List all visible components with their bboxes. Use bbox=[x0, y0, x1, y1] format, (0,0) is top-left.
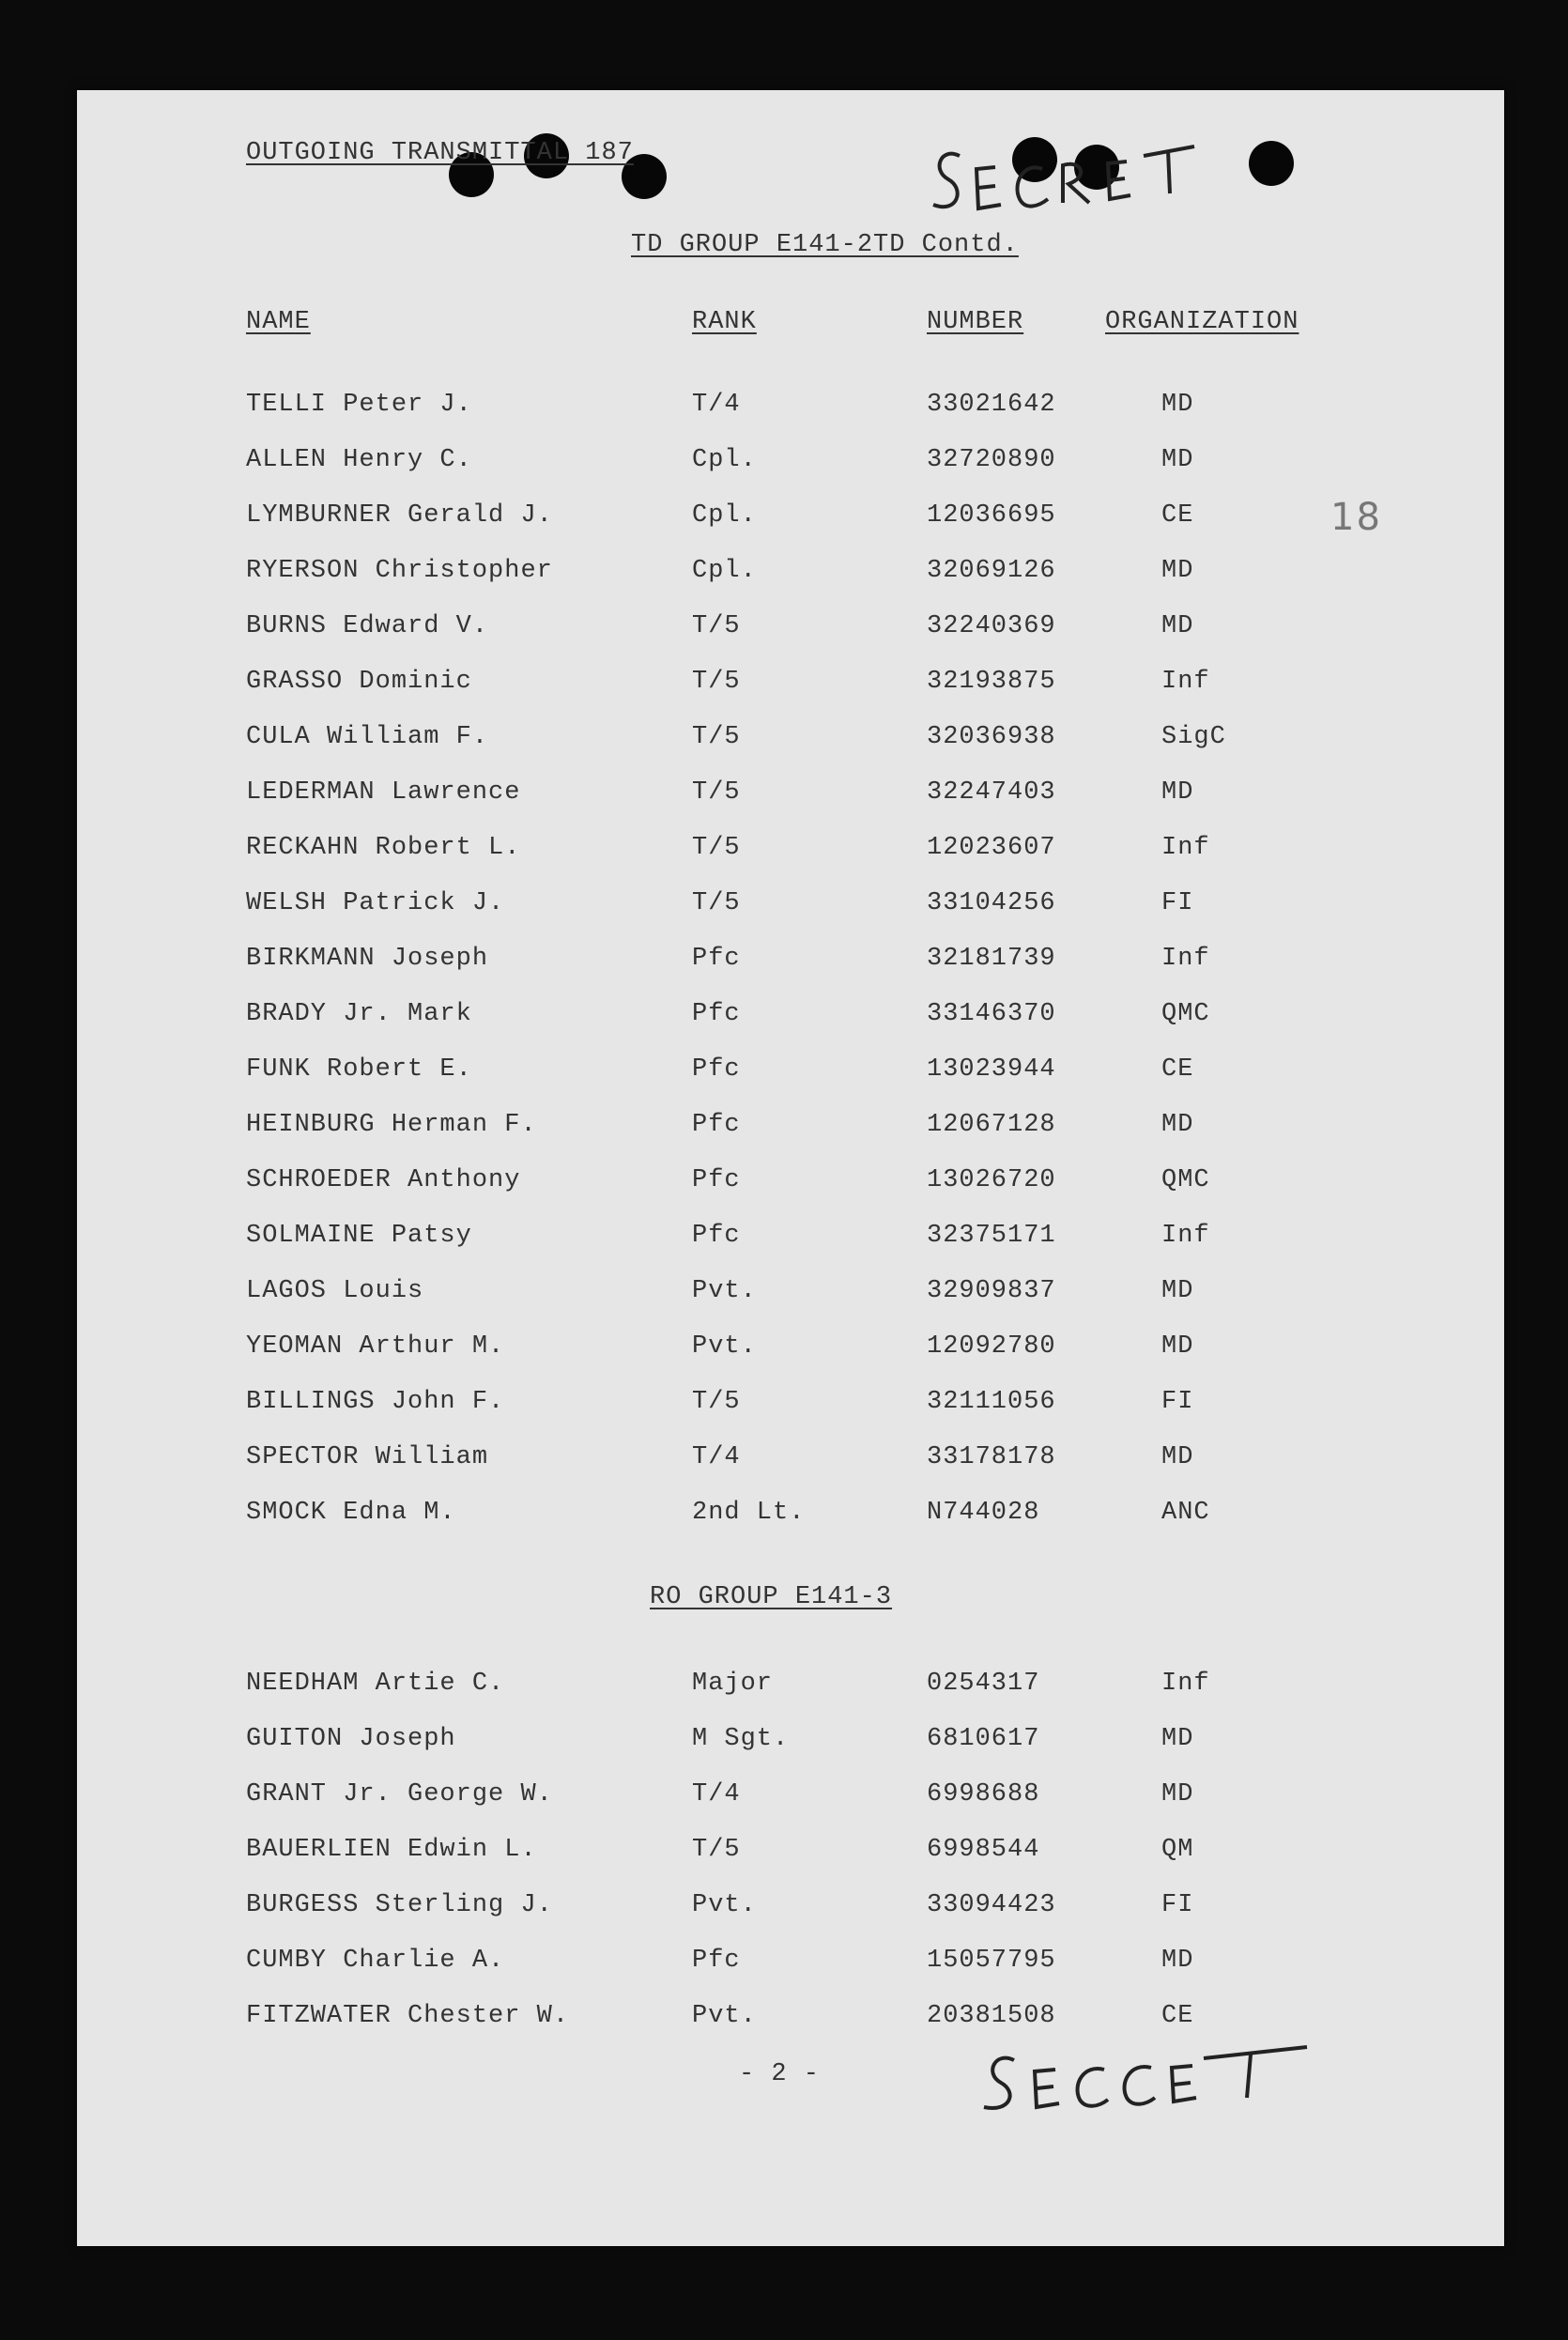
cell-number: 32247403 bbox=[927, 778, 1056, 807]
cell-name: NEEDHAM Artie C. bbox=[246, 1670, 505, 1698]
cell-organization: MD bbox=[1161, 1332, 1194, 1361]
cell-name: SOLMAINE Patsy bbox=[246, 1222, 472, 1250]
table-row bbox=[77, 834, 1504, 871]
cell-organization: MD bbox=[1161, 1277, 1194, 1305]
cell-name: WELSH Patrick J. bbox=[246, 889, 505, 917]
cell-name: GRANT Jr. George W. bbox=[246, 1780, 553, 1809]
cell-number: 33146370 bbox=[927, 1000, 1056, 1028]
cell-organization: Inf bbox=[1161, 1670, 1210, 1698]
cell-number: 20381508 bbox=[927, 2002, 1056, 2030]
table-row bbox=[77, 612, 1504, 650]
cell-rank: M Sgt. bbox=[692, 1725, 790, 1753]
cell-name: BURNS Edward V. bbox=[246, 612, 489, 640]
cell-number: 32193875 bbox=[927, 668, 1056, 696]
cell-rank: T/5 bbox=[692, 723, 741, 751]
cell-rank: T/5 bbox=[692, 1836, 741, 1864]
cell-organization: SigC bbox=[1161, 723, 1226, 751]
binder-hole bbox=[1249, 141, 1294, 186]
table-row bbox=[77, 1332, 1504, 1370]
cell-organization: MD bbox=[1161, 1111, 1194, 1139]
cell-rank: Pfc bbox=[692, 1222, 741, 1250]
group-title-ro: RO GROUP E141-3 bbox=[650, 1583, 893, 1611]
cell-rank: Pfc bbox=[692, 1000, 741, 1028]
transmittal-header: OUTGOING TRANSMITTAL 187 bbox=[246, 139, 634, 167]
cell-number: 33104256 bbox=[927, 889, 1056, 917]
group-title-td: TD GROUP E141-2TD Contd. bbox=[631, 231, 1019, 259]
cell-organization: Inf bbox=[1161, 834, 1210, 862]
cell-organization: CE bbox=[1161, 501, 1194, 530]
cell-rank: Major bbox=[692, 1670, 774, 1698]
cell-number: 6998544 bbox=[927, 1836, 1040, 1864]
column-header-name: NAME bbox=[246, 308, 311, 336]
cell-organization: MD bbox=[1161, 1725, 1194, 1753]
cell-rank: Pfc bbox=[692, 1947, 741, 1975]
secret-handwritten-stamp-top bbox=[922, 128, 1222, 231]
cell-organization: ANC bbox=[1161, 1499, 1210, 1527]
cell-number: 32909837 bbox=[927, 1277, 1056, 1305]
cell-rank: T/4 bbox=[692, 1780, 741, 1809]
table-row bbox=[77, 446, 1504, 484]
column-header-rank: RANK bbox=[692, 308, 757, 336]
cell-name: BAUERLIEN Edwin L. bbox=[246, 1836, 537, 1864]
cell-name: HEINBURG Herman F. bbox=[246, 1111, 537, 1139]
cell-organization: QMC bbox=[1161, 1000, 1210, 1028]
table-row bbox=[77, 945, 1504, 982]
cell-name: TELLI Peter J. bbox=[246, 391, 472, 419]
cell-rank: Pfc bbox=[692, 1166, 741, 1194]
cell-organization: QM bbox=[1161, 1836, 1194, 1864]
table-row bbox=[77, 668, 1504, 705]
table-row bbox=[77, 1725, 1504, 1763]
table-row bbox=[77, 2002, 1504, 2040]
cell-name: LAGOS Louis bbox=[246, 1277, 424, 1305]
cell-rank: T/5 bbox=[692, 834, 741, 862]
cell-number: 13023944 bbox=[927, 1055, 1056, 1084]
cell-organization: Inf bbox=[1161, 945, 1210, 973]
table-row bbox=[77, 723, 1504, 761]
cell-name: GRASSO Dominic bbox=[246, 668, 472, 696]
cell-name: SPECTOR William bbox=[246, 1443, 489, 1471]
cell-number: 15057795 bbox=[927, 1947, 1056, 1975]
table-row bbox=[77, 1277, 1504, 1315]
column-header-number: NUMBER bbox=[927, 308, 1024, 336]
cell-name: FUNK Robert E. bbox=[246, 1055, 472, 1084]
table-row bbox=[77, 1055, 1504, 1093]
cell-number: 32036938 bbox=[927, 723, 1056, 751]
cell-name: BIRKMANN Joseph bbox=[246, 945, 489, 973]
cell-name: SMOCK Edna M. bbox=[246, 1499, 456, 1527]
table-row bbox=[77, 1499, 1504, 1536]
cell-name: YEOMAN Arthur M. bbox=[246, 1332, 505, 1361]
cell-number: 32375171 bbox=[927, 1222, 1056, 1250]
table-row bbox=[77, 1222, 1504, 1259]
cell-number: 32240369 bbox=[927, 612, 1056, 640]
cell-number: 12092780 bbox=[927, 1332, 1056, 1361]
cell-organization: MD bbox=[1161, 391, 1194, 419]
table-row bbox=[77, 778, 1504, 816]
cell-rank: Pvt. bbox=[692, 1891, 757, 1919]
cell-number: 33178178 bbox=[927, 1443, 1056, 1471]
table-row bbox=[77, 1836, 1504, 1873]
cell-rank: T/5 bbox=[692, 668, 741, 696]
cell-rank: Pfc bbox=[692, 1055, 741, 1084]
cell-rank: Cpl. bbox=[692, 446, 757, 474]
cell-rank: T/4 bbox=[692, 1443, 741, 1471]
cell-name: ALLEN Henry C. bbox=[246, 446, 472, 474]
cell-name: LEDERMAN Lawrence bbox=[246, 778, 521, 807]
cell-rank: T/5 bbox=[692, 612, 741, 640]
cell-organization: MD bbox=[1161, 1780, 1194, 1809]
cell-name: BRADY Jr. Mark bbox=[246, 1000, 472, 1028]
cell-rank: 2nd Lt. bbox=[692, 1499, 806, 1527]
cell-number: N744028 bbox=[927, 1499, 1040, 1527]
cell-rank: Pfc bbox=[692, 1111, 741, 1139]
cell-organization: QMC bbox=[1161, 1166, 1210, 1194]
cell-name: BILLINGS John F. bbox=[246, 1388, 505, 1416]
cell-organization: FI bbox=[1161, 1891, 1194, 1919]
cell-name: RYERSON Christopher bbox=[246, 557, 553, 585]
cell-name: CUMBY Charlie A. bbox=[246, 1947, 505, 1975]
table-row bbox=[77, 1947, 1504, 1984]
column-header-organization: ORGANIZATION bbox=[1105, 308, 1299, 336]
cell-rank: T/5 bbox=[692, 889, 741, 917]
table-row bbox=[77, 501, 1504, 539]
cell-rank: Pvt. bbox=[692, 1277, 757, 1305]
cell-number: 0254317 bbox=[927, 1670, 1040, 1698]
cell-name: LYMBURNER Gerald J. bbox=[246, 501, 553, 530]
paper-sheet bbox=[77, 90, 1504, 2246]
cell-organization: Inf bbox=[1161, 668, 1210, 696]
cell-rank: T/4 bbox=[692, 391, 741, 419]
cell-number: 6810617 bbox=[927, 1725, 1040, 1753]
table-row bbox=[77, 1780, 1504, 1818]
cell-number: 13026720 bbox=[927, 1166, 1056, 1194]
table-row bbox=[77, 1000, 1504, 1038]
cell-number: 6998688 bbox=[927, 1780, 1040, 1809]
cell-rank: Pfc bbox=[692, 945, 741, 973]
cell-organization: MD bbox=[1161, 446, 1194, 474]
cell-rank: Cpl. bbox=[692, 557, 757, 585]
cell-organization: MD bbox=[1161, 557, 1194, 585]
cell-organization: MD bbox=[1161, 1947, 1194, 1975]
cell-rank: T/5 bbox=[692, 778, 741, 807]
table-row bbox=[77, 1443, 1504, 1481]
cell-number: 32181739 bbox=[927, 945, 1056, 973]
secret-handwritten-stamp-bottom bbox=[969, 2041, 1326, 2126]
cell-name: FITZWATER Chester W. bbox=[246, 2002, 570, 2030]
cell-number: 32720890 bbox=[927, 446, 1056, 474]
cell-organization: CE bbox=[1161, 1055, 1194, 1084]
cell-organization: FI bbox=[1161, 1388, 1194, 1416]
cell-number: 12067128 bbox=[927, 1111, 1056, 1139]
cell-name: BURGESS Sterling J. bbox=[246, 1891, 553, 1919]
cell-name: RECKAHN Robert L. bbox=[246, 834, 521, 862]
cell-organization: MD bbox=[1161, 612, 1194, 640]
cell-number: 12036695 bbox=[927, 501, 1056, 530]
table-row bbox=[77, 889, 1504, 927]
table-row bbox=[77, 1166, 1504, 1204]
cell-name: GUITON Joseph bbox=[246, 1725, 456, 1753]
page-number: - 2 - bbox=[739, 2060, 821, 2088]
cell-name: CULA William F. bbox=[246, 723, 489, 751]
table-row bbox=[77, 391, 1504, 428]
cell-number: 32069126 bbox=[927, 557, 1056, 585]
cell-number: 32111056 bbox=[927, 1388, 1056, 1416]
table-row bbox=[77, 1388, 1504, 1425]
cell-organization: Inf bbox=[1161, 1222, 1210, 1250]
side-mark-number: 18 bbox=[1330, 496, 1382, 539]
cell-organization: FI bbox=[1161, 889, 1194, 917]
cell-rank: Cpl. bbox=[692, 501, 757, 530]
cell-organization: MD bbox=[1161, 778, 1194, 807]
table-row bbox=[77, 1111, 1504, 1148]
cell-organization: MD bbox=[1161, 1443, 1194, 1471]
cell-rank: Pvt. bbox=[692, 2002, 757, 2030]
table-row bbox=[77, 1670, 1504, 1707]
cell-number: 12023607 bbox=[927, 834, 1056, 862]
cell-number: 33021642 bbox=[927, 391, 1056, 419]
cell-organization: CE bbox=[1161, 2002, 1194, 2030]
cell-number: 33094423 bbox=[927, 1891, 1056, 1919]
table-row bbox=[77, 1891, 1504, 1929]
table-row bbox=[77, 557, 1504, 594]
cell-name: SCHROEDER Anthony bbox=[246, 1166, 521, 1194]
cell-rank: Pvt. bbox=[692, 1332, 757, 1361]
cell-rank: T/5 bbox=[692, 1388, 741, 1416]
